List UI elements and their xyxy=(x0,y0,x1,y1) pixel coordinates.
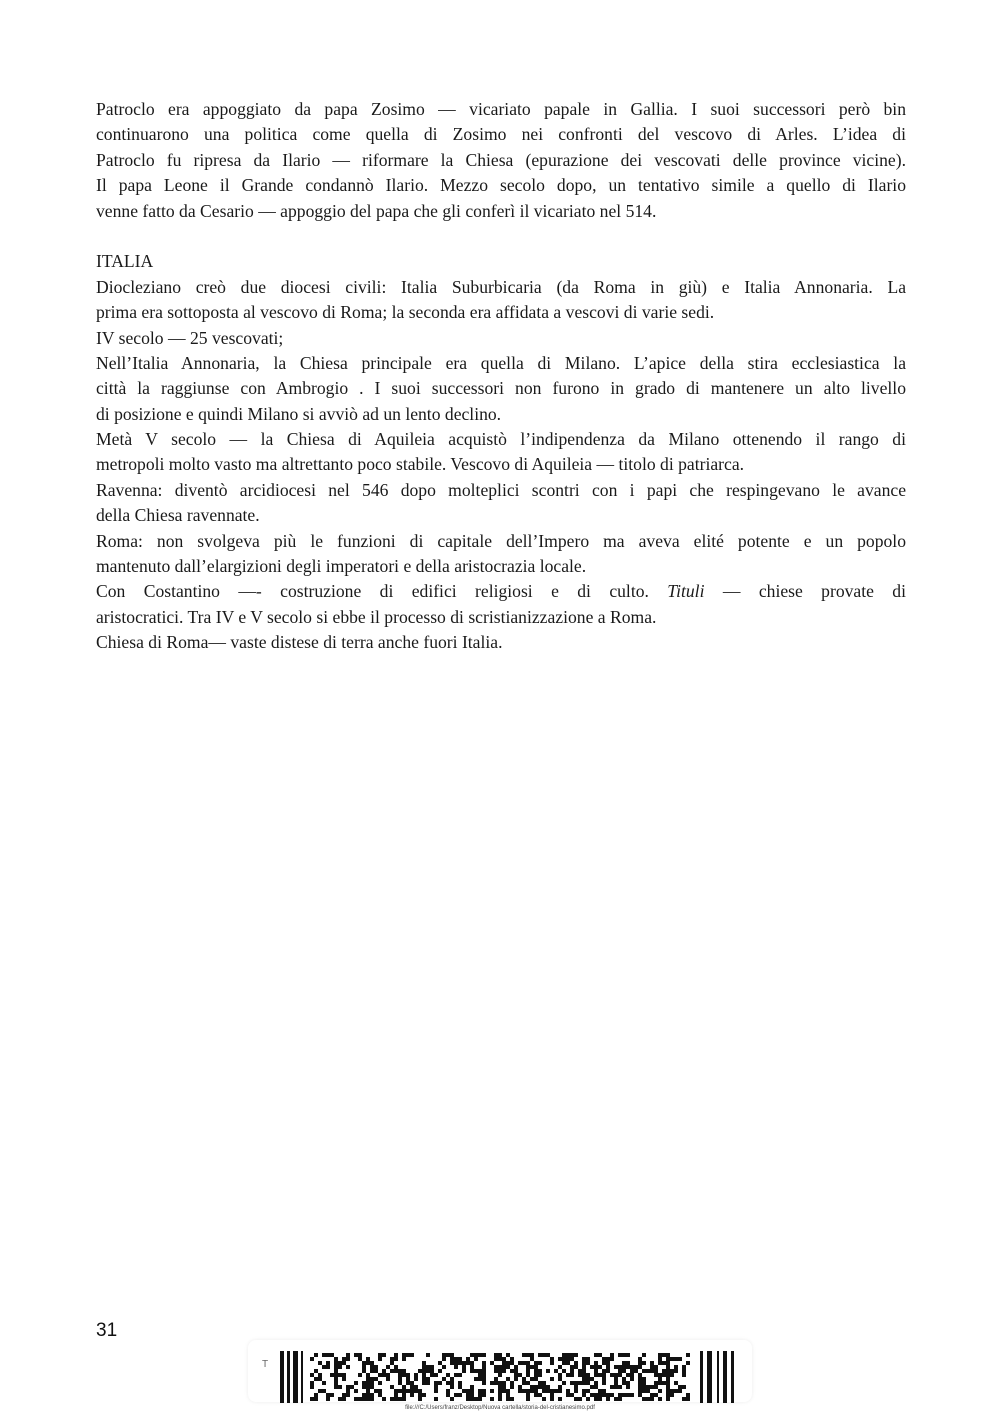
text-line: ITALIA xyxy=(96,251,154,272)
paragraph-gap xyxy=(96,224,906,249)
text-line: Nell’Italia Annonaria, la Chiesa principale era quella di Milano. L’apice della stira ecclesiastica la xyxy=(96,352,906,373)
text-line: di posizione e quindi Milano si avviò ad un lento declino. xyxy=(96,403,502,424)
text-segment: — chiese provate di xyxy=(722,581,906,602)
italic-term: Tituli xyxy=(667,581,705,602)
text-line: prima era sottoposta al vescovo di Roma; la seconda era affidata a vescovi di varie sedi. xyxy=(96,302,715,323)
text-line: Ravenna: diventò arcidiocesi nel 546 dopo molteplici scontri con i papi che respingevano le avance xyxy=(96,479,906,500)
barcode-graphic xyxy=(270,1351,750,1403)
text-line: Patroclo fu ripresa da Ilario — riformare la Chiesa (epurazione dei vescovati delle province vicine). xyxy=(96,149,906,170)
text-line: Patroclo era appoggiato da papa Zosimo — vicariato papale in Gallia. I suoi successori però bin xyxy=(96,99,906,119)
footer-mark: T xyxy=(262,1359,269,1370)
text-line: mantenuto dall’elargizioni degli imperatori e della aristocrazia locale. xyxy=(96,556,587,577)
text-line: Diocleziano creò due diocesi civili: Italia Suburbicaria (da Roma in giù) e Italia Annonaria. La xyxy=(96,276,906,297)
text-line: aristocratici. Tra IV e V secolo si ebbe il processo di scristianizzazione a Roma. xyxy=(96,606,657,627)
text-line: venne fatto da Cesario — appoggio del papa che gli conferì il vicariato nel 514. xyxy=(96,200,657,221)
text-line: continuarono una politica come quella di Zosimo nei confronti del vescovo di Arles. L’idea di xyxy=(96,124,906,145)
text-line: città la raggiunse con Ambrogio . I suoi successori non furono in grado di mantenere un alto livello xyxy=(96,378,906,399)
text-line: Chiesa di Roma— vaste distese di terra anche fuori Italia. xyxy=(96,632,503,653)
text-line: della Chiesa ravennate. xyxy=(96,505,260,526)
text-line: Roma: non svolgeva più le funzioni di capitale dell’Impero ma aveva elité potente e un popolo xyxy=(96,530,906,551)
text-line: metropoli molto vasto ma altrettanto poco stabile. Vescovo di Aquileia — titolo di patriarca. xyxy=(96,454,745,475)
text-line: Metà V secolo — la Chiesa di Aquileia acquistò l’indipendenza da Milano ottenendo il rango di xyxy=(96,429,906,450)
document-body xyxy=(96,97,906,656)
page-number: 31 xyxy=(96,1320,118,1341)
text-line: IV secolo — 25 vescovati; xyxy=(96,327,284,348)
text-segment: Con Costantino —- costruzione di edifici religiosi e di culto. xyxy=(96,581,649,602)
text-line xyxy=(96,579,906,604)
file-path: file:///C:/Users/franz/Desktop/Nuova cartella/storia-del-cristianesimo.pdf xyxy=(405,1405,595,1411)
text-line: Il papa Leone il Grande condannò Ilario. Mezzo secolo dopo, un tentativo simile a quello di Ilario xyxy=(96,175,906,196)
